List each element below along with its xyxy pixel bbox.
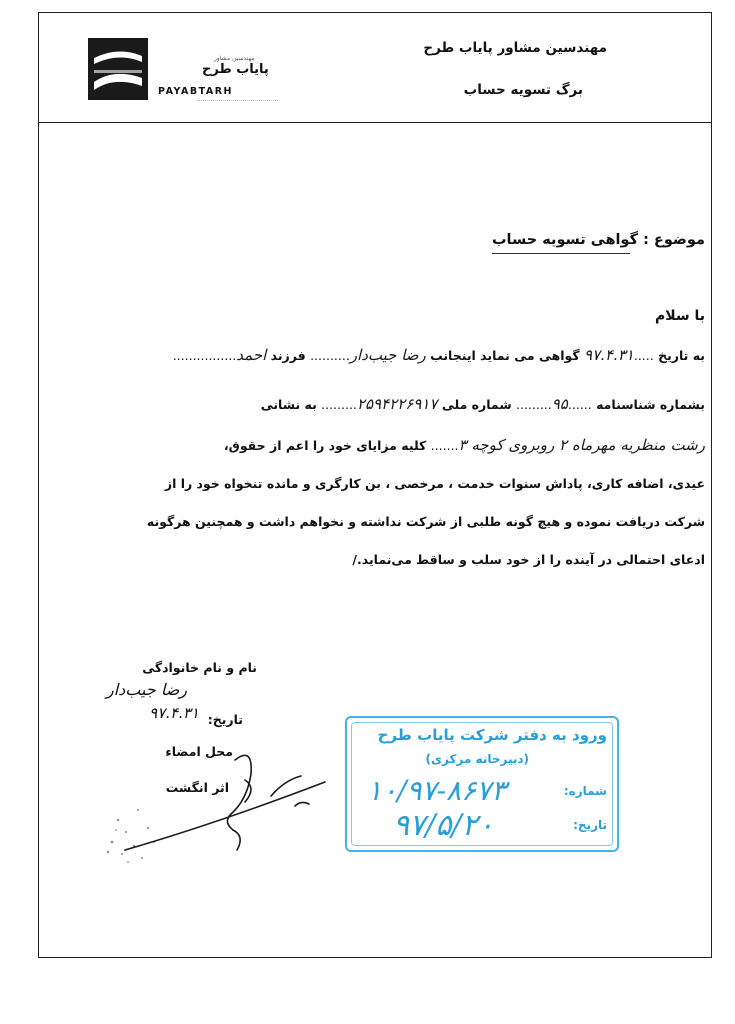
body-line-4: عیدی، اضافه کاری، پاداش سنوات خدمت ، مرخصی ، بن کارگری و مانده تنخواه خود را از [164,476,705,491]
handwritten-name: رضا جیب‌دار [349,346,426,364]
body-text: فرزند [270,348,306,363]
logo-persian: پایاب طرح [202,62,269,77]
body-text: گواهی می نماید اینجانب [430,348,580,363]
subject-underline [492,253,630,254]
body-text: به نشانی [260,397,317,412]
body-line-5: شرکت دریافت نموده و هیچ گونه طلبی از شرکت نداشته و نخواهم داشت و همچنین هرگونه [146,514,705,529]
stamp-date-label: تاریخ: [573,818,607,832]
stamp-subtitle: (دبیرخانه مرکزی) [425,752,529,766]
thumbprint-label: اثر انگشت [165,780,229,795]
logo-sub-rule [198,100,278,101]
name-label: نام و نام خانوادگی [142,660,257,675]
handwritten-father: احمد [236,346,267,364]
body-line-2: بشماره شناسنامه ......۹۵......... شماره ملی ۲۵۹۴۲۲۶۹۱۷......... به نشانی [260,395,705,413]
handwritten-national-id: ۲۵۹۴۲۲۶۹۱۷ [356,395,438,413]
header-divider [38,122,712,123]
stamp-number-value: ۱۰/۹۷-۸۶۷۳ [367,774,507,807]
body-text: به تاریخ [658,348,705,363]
payabtarh-logo-icon [88,38,148,100]
handwritten-signer-name: رضا جیب‌دار [106,680,187,699]
registration-stamp [345,716,619,852]
handwritten-address: رشت منظریه مهرماه ۲ روبروی کوچه ۳ [458,436,705,454]
stamp-number-label: شماره: [563,784,607,798]
signature-place-label: محل امضاء [165,744,233,759]
greeting: با سلام [654,308,705,324]
body-text: کلیه مزایای خود را اعم از حقوق، [223,438,427,453]
handwritten-id-number: ۹۵ [551,395,568,413]
body-line-6: ادعای احتمالی در آینده را از خود سلب و ساقط می‌نماید./ [352,552,705,567]
stamp-title: ورود به دفتر شرکت پایاب طرح [377,726,607,744]
handwritten-signature [95,740,355,880]
date-label: تاریخ: [207,712,243,727]
body-line-3: رشت منظریه مهرماه ۲ روبروی کوچه ۳....... کلیه مزایای خود را اعم از حقوق، [223,436,705,454]
form-title: برگ تسویه حساب [463,82,583,98]
logo-persian-small: مهندسین مشاور [214,55,255,62]
handwritten-signer-date: ۹۷.۴.۳۱ [149,704,199,722]
logo-english: PAYABTARH [158,86,233,97]
body-text: شماره ملی [441,397,512,412]
stamp-date-value: ۹۷/۵/۲۰ [393,808,494,843]
handwritten-date: ۹۷.۴.۳۱ [584,346,634,364]
subject-line: موضوع : گواهی تسویه حساب [491,232,705,248]
body-line-1: به تاریخ .....۹۷.۴.۳۱ گواهی می نماید اینجانب رضا جیب‌دار.......... فرزند احمد................ [172,346,705,364]
company-name: مهندسین مشاور پایاب طرح [423,40,607,56]
body-text: بشماره شناسنامه [596,397,705,412]
